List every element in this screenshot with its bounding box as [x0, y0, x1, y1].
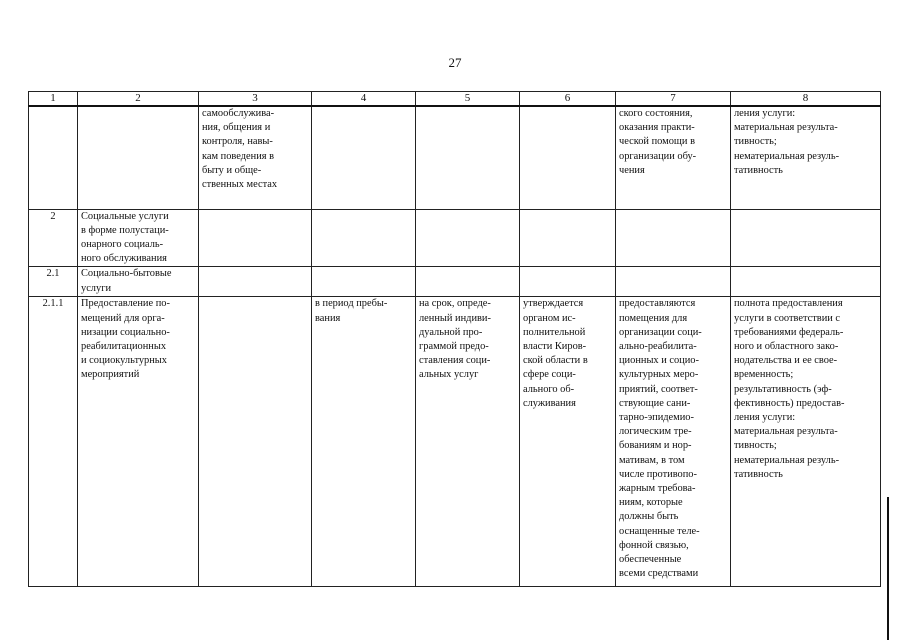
- cell-number: 2.1: [29, 267, 78, 297]
- cell-text-line: материальная результа-: [734, 426, 838, 438]
- cell-text-line: оснащенные теле-: [619, 525, 700, 537]
- cell-text-line: онарного социаль-: [81, 238, 164, 250]
- cell-text-line: бованиям и нор-: [619, 440, 692, 452]
- column-header: 5: [416, 92, 520, 107]
- cell-text-line: мероприятий: [81, 369, 140, 381]
- cell-text-line: фонной связью,: [619, 539, 689, 551]
- cell-text-line: тивность;: [734, 440, 777, 452]
- cell-col6: [520, 106, 616, 209]
- cell-text-line: Социально-бытовые: [81, 268, 172, 280]
- cell-text-line: ленный индиви-: [419, 312, 491, 324]
- table-row: [29, 267, 881, 297]
- column-number-row: [29, 92, 881, 107]
- cell-text-line: низации социально-: [81, 326, 170, 338]
- cell-tariff: [520, 297, 616, 587]
- cell-number: 2: [29, 209, 78, 267]
- cell-col7: [616, 267, 731, 297]
- cell-text-line: результативность (эф-: [734, 383, 832, 395]
- cell-term: [416, 297, 520, 587]
- cell-text-line: ния, общения и: [202, 122, 271, 134]
- cell-text-line: утверждается: [523, 298, 584, 310]
- cell-col4: [312, 106, 416, 209]
- cell-text-line: власти Киров-: [523, 340, 587, 352]
- cell-col4: [312, 209, 416, 267]
- cell-text-line: организации обу-: [619, 150, 697, 162]
- scan-edge-line: [887, 497, 889, 640]
- column-header: 8: [731, 92, 881, 107]
- cell-text-line: ской области в: [523, 355, 588, 367]
- cell-text-line: реабилитационных: [81, 340, 167, 352]
- cell-text-line: ного обслуживания: [81, 253, 167, 265]
- cell-text-line: ственных местах: [202, 179, 278, 191]
- cell-text-line: оказания практи-: [619, 122, 695, 134]
- column-header: 1: [29, 92, 78, 107]
- cell-text-line: ционных и социо-: [619, 355, 699, 367]
- cell-service-name: [78, 106, 199, 209]
- cell-col4: [312, 267, 416, 297]
- cell-col7: [616, 106, 731, 209]
- cell-text-line: обеспеченные: [619, 553, 682, 565]
- services-table: [28, 91, 881, 587]
- cell-col5: [416, 106, 520, 209]
- cell-text-line: служивания: [523, 397, 576, 409]
- cell-col7: [616, 209, 731, 267]
- cell-col3: [199, 267, 312, 297]
- cell-text-line: жарным требова-: [619, 482, 696, 494]
- cell-text-line: приятий, соответ-: [619, 383, 698, 395]
- cell-text-line: фективность) предостав-: [734, 397, 845, 409]
- cell-text-line: органом ис-: [523, 312, 576, 324]
- column-header: 4: [312, 92, 416, 107]
- cell-text-line: организации соци-: [619, 326, 702, 338]
- cell-col5: [416, 267, 520, 297]
- cell-text-line: предоставляются: [619, 298, 696, 310]
- cell-text-line: полнительной: [523, 326, 586, 338]
- cell-text-line: тарно-эпидемио-: [619, 411, 694, 423]
- cell-service-name: [78, 209, 199, 267]
- cell-period: [312, 297, 416, 587]
- cell-text-line: ально-реабилита-: [619, 340, 697, 352]
- cell-text-line: самообслужива-: [202, 108, 275, 119]
- cell-text-line: контроля, навы-: [202, 136, 273, 148]
- cell-text-line: логическим тре-: [619, 426, 692, 438]
- cell-standards: [616, 297, 731, 587]
- cell-text-line: Социальные услуги: [81, 210, 169, 222]
- cell-text-line: кам поведения в: [202, 150, 275, 162]
- cell-quality-indicators: [731, 297, 881, 587]
- column-header: 2: [78, 92, 199, 107]
- cell-text-line: тативность: [734, 164, 783, 176]
- cell-col8: [731, 106, 881, 209]
- cell-text-line: ления услуги:: [734, 108, 796, 119]
- cell-col3: [199, 297, 312, 587]
- cell-col3: [199, 106, 312, 209]
- cell-text-line: временность;: [734, 369, 794, 381]
- table-row: [29, 106, 881, 209]
- cell-text-line: ческой помощи в: [619, 136, 695, 148]
- cell-text-line: и социокультурных: [81, 355, 167, 367]
- cell-text-line: материальная результа-: [734, 122, 838, 134]
- cell-text-line: требованиями федераль-: [734, 326, 844, 338]
- cell-text-line: ского состояния,: [619, 108, 693, 119]
- cell-col6: [520, 209, 616, 267]
- cell-text-line: ниям, которые: [619, 497, 683, 509]
- column-header: 7: [616, 92, 731, 107]
- cell-text-line: нодательства и ее свое-: [734, 355, 838, 367]
- cell-text-line: должны быть: [619, 511, 679, 523]
- cell-text-line: сфере соци-: [523, 369, 576, 381]
- cell-text-line: помещения для: [619, 312, 688, 324]
- cell-text-line: числе противопо-: [619, 468, 697, 480]
- cell-text-line: быту и обще-: [202, 164, 262, 176]
- cell-text-line: услуги: [81, 282, 112, 294]
- cell-text-line: тивность;: [734, 136, 777, 148]
- cell-text-line: всеми средствами: [619, 568, 699, 580]
- table-row: [29, 209, 881, 267]
- cell-col6: [520, 267, 616, 297]
- cell-text-line: полнота предоставления: [734, 298, 843, 310]
- cell-text-line: на срок, опреде-: [419, 298, 491, 310]
- cell-text-line: культурных меро-: [619, 369, 699, 381]
- page-number: 27: [448, 55, 462, 70]
- cell-text-line: чения: [619, 164, 645, 176]
- cell-text-line: ального об-: [523, 383, 575, 395]
- cell-text-line: нематериальная резуль-: [734, 454, 840, 466]
- cell-text-line: ставления соци-: [419, 355, 491, 367]
- cell-text-line: мативам, в том: [619, 454, 685, 466]
- cell-col3: [199, 209, 312, 267]
- cell-text-line: мещений для орга-: [81, 312, 165, 324]
- cell-text-line: вания: [315, 312, 341, 324]
- cell-number: [29, 106, 78, 209]
- cell-text-line: граммой предо-: [419, 340, 489, 352]
- cell-text-line: услуги в соответствии с: [734, 312, 841, 324]
- cell-text-line: в период пребы-: [315, 298, 388, 310]
- table-row: [29, 297, 881, 587]
- cell-service-name: [78, 267, 199, 297]
- cell-text-line: альных услуг: [419, 369, 479, 381]
- cell-text-line: ствующие сани-: [619, 397, 691, 409]
- cell-text-line: в форме полустаци-: [81, 224, 169, 236]
- cell-service-name: [78, 297, 199, 587]
- cell-text-line: Предоставление по-: [81, 298, 170, 310]
- cell-text-line: нематериальная резуль-: [734, 150, 840, 162]
- cell-number: 2.1.1: [29, 297, 78, 587]
- cell-col8: [731, 267, 881, 297]
- cell-text-line: тативность: [734, 468, 783, 480]
- cell-text-line: дуальной про-: [419, 326, 483, 338]
- cell-text-line: ления услуги:: [734, 411, 796, 423]
- cell-col8: [731, 209, 881, 267]
- cell-col5: [416, 209, 520, 267]
- column-header: 6: [520, 92, 616, 107]
- cell-text-line: ного и областного зако-: [734, 340, 839, 352]
- column-header: 3: [199, 92, 312, 107]
